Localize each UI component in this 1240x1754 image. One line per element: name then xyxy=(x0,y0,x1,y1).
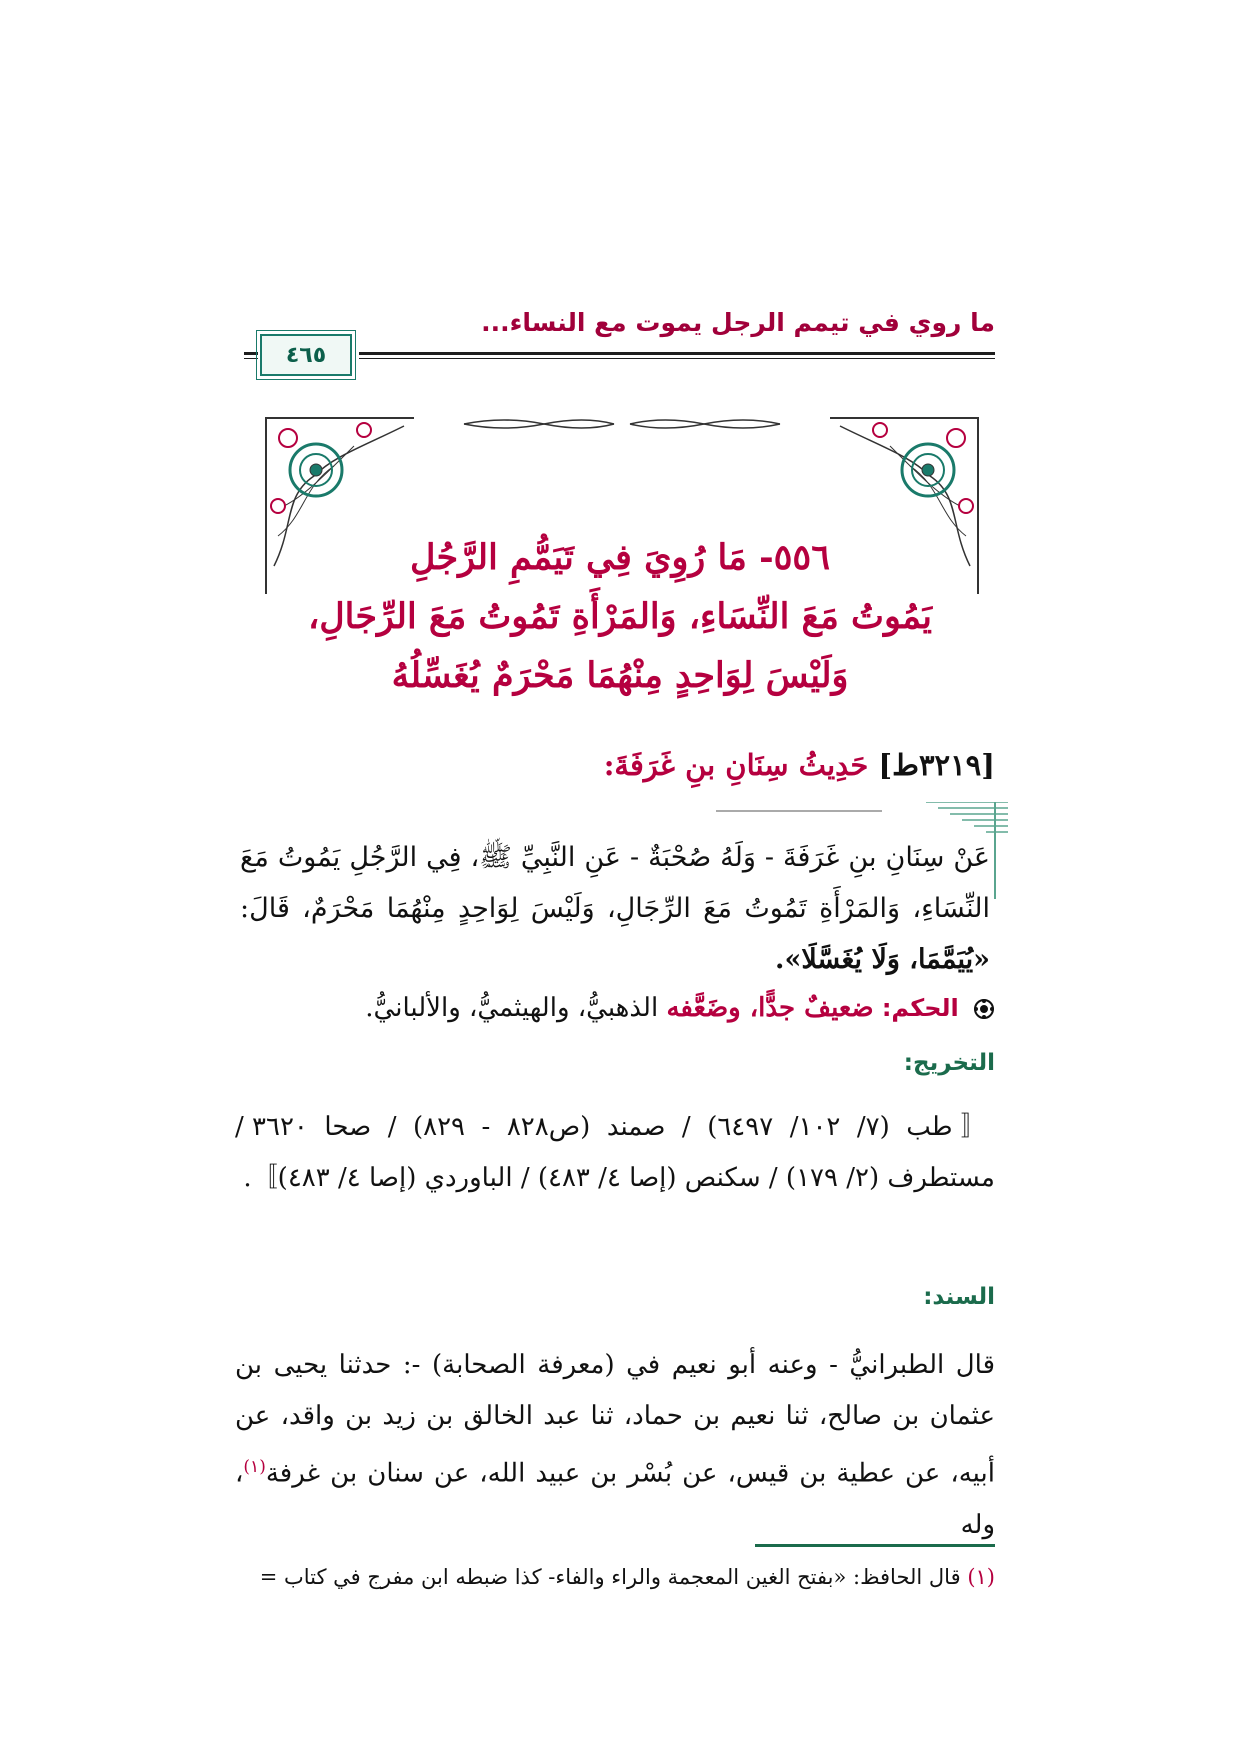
header-rule xyxy=(359,352,995,355)
top-cartouche-ornament xyxy=(464,420,780,428)
footnote-reference[interactable]: (١) xyxy=(243,1457,266,1477)
footnote-divider xyxy=(755,1544,995,1547)
takhrij-title: التخريج: xyxy=(903,1050,995,1076)
flower-icon xyxy=(973,998,995,1020)
chapter-heading-line-1: ٥٥٦- مَا رُوِيَ فِي تَيَمُّمِ الرَّجُلِ xyxy=(409,537,831,578)
ruling-authorities: الذهبيُّ، والهيثميُّ، والألبانيُّ. xyxy=(365,993,659,1023)
matn-side-rule xyxy=(994,802,996,899)
header-rule-thin xyxy=(359,358,995,359)
hadith-number: [٣٢١٩ط] xyxy=(878,748,995,782)
isnad-title: السند: xyxy=(923,1284,995,1310)
isnad-text: قال الطبرانيُّ - وعنه أبو نعيم في (معرفة الصحابة) -: حدثنا يحيى بن عثمان بن صالح، ثنا نعيم بن حماد، ثنا عبد الخالق بن زيد بن واقد، عن أبيه، عن عطية بن قيس، عن بُسْر بن عبيد الله، عن سنان بن غرفة xyxy=(235,1350,995,1489)
hadith-quote: «يُيَمَّمَا، وَلَا يُغَسَّلَا». xyxy=(775,944,990,975)
heading-underline xyxy=(716,810,882,812)
page-number-box xyxy=(260,334,352,376)
chapter-heading-line-2: يَمُوتُ مَعَ النِّسَاءِ، وَالمَرْأَةِ تَمُوتُ مَعَ الرِّجَالِ، xyxy=(307,596,933,637)
page-number: ٤٦٥ xyxy=(285,342,327,368)
chapter-heading xyxy=(240,528,1000,705)
takhrij-text: 〚طب (٧/ ١٠٢/ ٦٤٩٧) / صمند (ص٨٢٨ - ٨٢٩) / صحا ٣٦٢٠ / مستطرف (٢/ ١٧٩) / سكنص (إصا ٤/ ٤٨٣) / الباوردي (إصا ٤/ ٤٨٣)〛. xyxy=(235,1112,996,1193)
ruling xyxy=(235,993,995,1023)
footnote-number: (١) xyxy=(967,1565,995,1589)
header-rule-left-thin xyxy=(244,358,258,359)
footnote-text: قال الحافظ: «بفتح الغين المعجمة والراء والفاء- كذا ضبطه ابن مفرج في كتاب = xyxy=(259,1565,961,1589)
chapter-heading-line-3: وَلَيْسَ لِوَاحِدٍ مِنْهُمَا مَحْرَمٌ يُغَسِّلُهُ xyxy=(391,655,849,696)
ruling-label: الحكم: xyxy=(881,994,959,1022)
hadith-matn-text: عَنْ سِنَانِ بنِ غَرَفَةَ - وَلَهُ صُحْبَةٌ - عَنِ النَّبِيِّ ﷺ، فِي الرَّجُلِ يَمُوتُ مَعَ النِّسَاءِ، وَالمَرْأَةِ تَمُوتُ مَعَ الرِّجَالِ، وَلَيْسَ لِوَاحِدٍ مِنْهُمَا مَحْرَمٌ، قَالَ: xyxy=(240,842,990,924)
header-rule-left xyxy=(244,352,258,355)
footnote xyxy=(225,1565,995,1589)
isnad-text-end: ، وله xyxy=(235,1458,995,1540)
hadith-heading xyxy=(235,748,995,782)
isnad-paragraph xyxy=(235,1340,995,1551)
hadith-matn xyxy=(240,832,990,985)
running-title: ما روي في تيمم الرجل يموت مع النساء... xyxy=(481,308,995,337)
hadith-title: حَدِيثُ سِنَانِ بنِ غَرَفَةَ: xyxy=(603,748,869,782)
ruling-verdict: ضعيفٌ جدًّا، وضَعَّفه xyxy=(666,993,874,1023)
